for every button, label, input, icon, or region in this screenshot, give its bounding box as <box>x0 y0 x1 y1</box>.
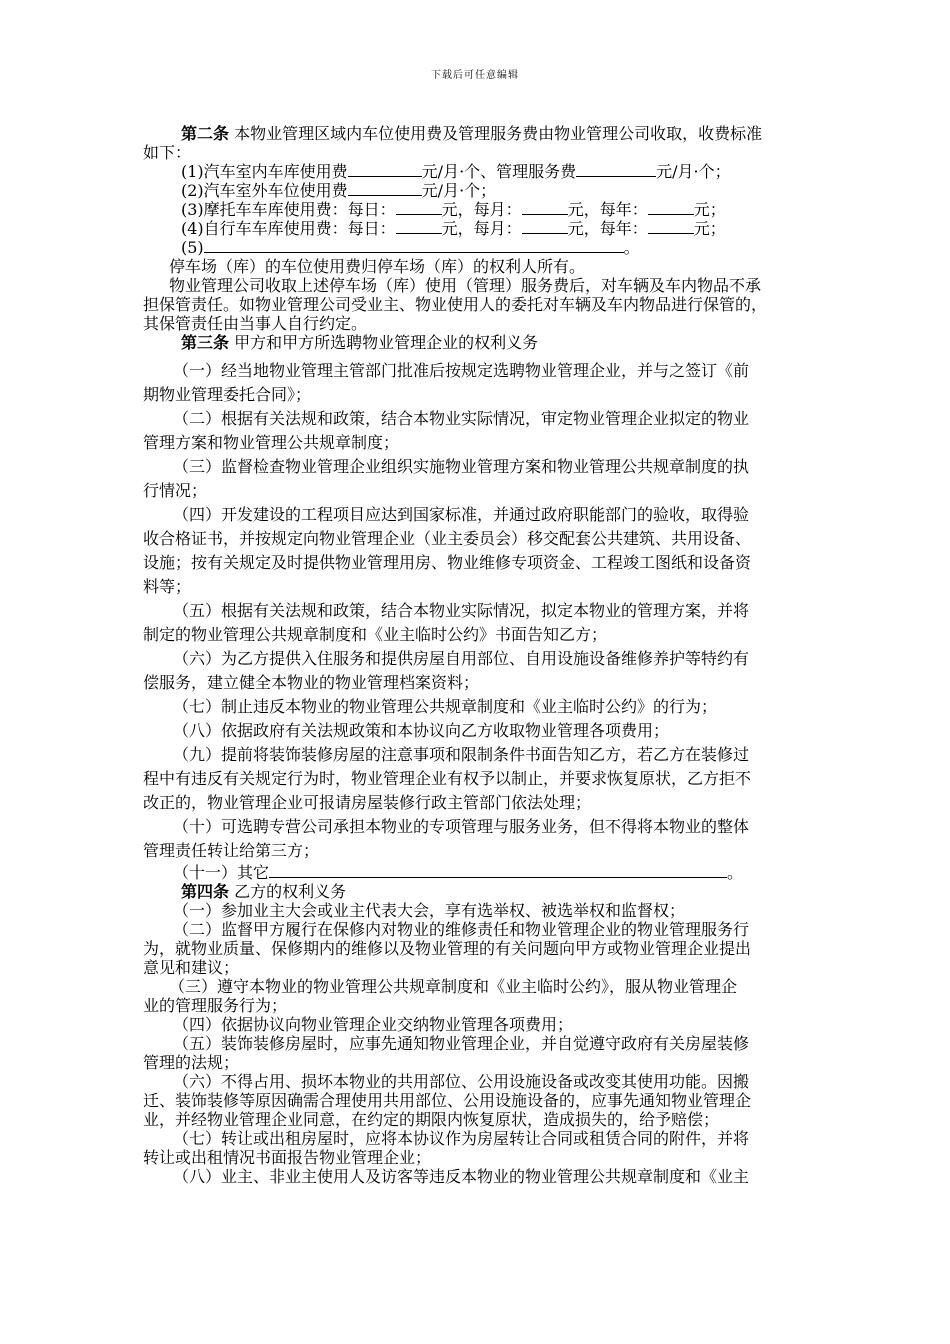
art3-line: 收合格证书，并按规定向物业管理企业（业主委员会）移交配套公共建筑、共用设备、 <box>143 529 752 548</box>
fee-line-4: (4)自行车车库使用费：每日： 元，每月： 元，每年： 元； <box>181 219 726 238</box>
art3-line: （七）制止违反本物业的物业管理公共规章制度和《业主临时公约》的行为； <box>173 697 718 716</box>
art4-line: （三）遵守本物业的物业管理公共规章制度和《业主临时公约》，服从物业管理企 <box>169 977 738 996</box>
article-4-heading: 乙方的权利义务 <box>229 882 347 901</box>
art4-line: （七）转让或出租房屋时，应将本协议作为房屋转让合同或租赁合同的附件，并将 <box>173 1129 750 1148</box>
art3-line: （二）根据有关法规和政策，结合本物业实际情况，审定物业管理企业拟定的物业 <box>173 409 750 428</box>
art3-line: 制定的物业管理公共规章制度和《业主临时公约》书面告知乙方； <box>143 625 608 644</box>
fee-blank[interactable] <box>396 219 442 234</box>
liability-para-3: 其保管责任由当事人自行约定。 <box>143 314 368 333</box>
art3-line: 行情况； <box>143 481 208 500</box>
fee-blank[interactable] <box>204 238 624 253</box>
fee-blank[interactable] <box>648 200 694 215</box>
fee-blank[interactable] <box>348 181 422 196</box>
art3-line: （一）经当地物业管理主管部门批准后按规定选聘物业管理企业，并与之签订《前 <box>173 361 750 380</box>
fee-blank[interactable] <box>522 200 568 215</box>
art3-line: 改正的，物业管理企业可报请房屋装修行政主管部门依法处理； <box>143 793 592 812</box>
art3-other-line: （十一）其它 。 <box>173 863 744 882</box>
document-body <box>143 124 903 1186</box>
art4-line: （八）业主、非业主使用人及访客等违反本物业的物业管理公共规章制度和《业主 <box>173 1167 750 1186</box>
fee-line-5: (5) 。 <box>181 238 640 257</box>
art3-line: 偿服务，建立健全本物业的物业管理档案资料； <box>143 673 480 692</box>
art4-line: 为，就物业质量、保修期内的维修以及物业管理的有关问题向甲方或物业管理企业提出 <box>143 939 752 958</box>
fee-line-3: (3)摩托车车库使用费：每日： 元，每月： 元，每年： 元； <box>181 200 726 219</box>
fee-blank[interactable] <box>648 219 694 234</box>
art3-line: 料等； <box>143 577 192 596</box>
art3-line: （十）可选聘专营公司承担本物业的专项管理与服务业务，但不得将本物业的整体 <box>173 817 750 836</box>
page-header: 下载后可任意编辑 <box>431 70 519 81</box>
article-2-title: 第二条 <box>181 124 230 143</box>
art4-line: 业，并经物业管理企业同意，在约定的期限内恢复原状，造成损失的，给予赔偿； <box>143 1110 720 1129</box>
art4-line: 意见和建议； <box>143 958 240 977</box>
art3-line: （五）根据有关法规和政策，结合本物业实际情况，拟定本物业的管理方案，并将 <box>173 601 750 620</box>
art4-line: 业的管理服务行为； <box>143 996 288 1015</box>
art3-line: 程中有违反有关规定行为时，物业管理企业有权予以制止，并要求恢复原状，乙方拒不 <box>143 769 752 788</box>
article-2-intro: 本物业管理区域内车位使用费及管理服务费由物业管理公司收取，收费标准 <box>229 124 763 143</box>
art3-line: （四）开发建设的工程项目应达到国家标准，并通过政府职能部门的验收，取得验 <box>173 505 750 524</box>
art4-line: （二）监督甲方履行在保修内对物业的维修责任和物业管理企业的物业管理服务行 <box>173 920 750 939</box>
fee-blank[interactable] <box>348 162 422 177</box>
article-2-intro-cont: 如下： <box>143 143 192 162</box>
fee-line-1: (1)汽车室内车库使用费 元/月·个、管理服务费 元/月·个； <box>181 162 731 181</box>
art4-line: 迁、装饰装修等原因确需合理使用共用部位、公用设施设备的，应事先通知物业管理企 <box>143 1091 752 1110</box>
art4-line: （六）不得占用、损坏本物业的共用部位、公用设施设备或改变其使用功能。因搬 <box>173 1072 750 1091</box>
article-3-title-line <box>143 333 903 352</box>
art4-line: 管理的法规； <box>143 1053 240 1072</box>
other-blank[interactable] <box>269 863 727 878</box>
art4-line: 转让或出租情况书面报告物业管理企业； <box>143 1148 432 1167</box>
article-2-title-line <box>143 124 903 143</box>
art3-line: 期物业管理委托合同》； <box>143 385 312 404</box>
article-3-heading: 甲方和甲方所选聘物业管理企业的权利义务 <box>229 333 539 352</box>
article-3-title: 第三条 <box>181 333 230 352</box>
art3-line: （六）为乙方提供入住服务和提供房屋自用部位、自用设施设备维修养护等特约有 <box>173 649 750 668</box>
art4-line: （一）参加业主大会或业主代表大会，享有选举权、被选举权和监督权； <box>173 901 686 920</box>
fee-blank[interactable] <box>396 200 442 215</box>
art4-line: （四）依据协议向物业管理企业交纳物业管理各项费用； <box>173 1015 574 1034</box>
art3-line: 设施；按有关规定及时提供物业管理用房、物业维修专项资金、工程竣工图纸和设备资 <box>143 553 752 572</box>
art3-line: （九）提前将装饰装修房屋的注意事项和限制条件书面告知乙方，若乙方在装修过 <box>173 745 750 764</box>
art3-line: （八）依据政府有关法规政策和本协议向乙方收取物业管理各项费用； <box>173 721 670 740</box>
fee-blank[interactable] <box>522 219 568 234</box>
article-4-title-line <box>143 882 903 901</box>
liability-para-2: 担保管责任。如物业管理公司受业主、物业使用人的委托对车辆及车内物品进行保管的， <box>143 295 768 314</box>
article-4-title: 第四条 <box>181 882 230 901</box>
fee-line-2: (2)汽车室外车位使用费 元/月·个； <box>181 181 497 200</box>
parking-owner-para: 停车场（库）的车位使用费归停车场（库）的权利人所有。 <box>169 257 586 276</box>
liability-para-1: 物业管理公司收取上述停车场（库）使用（管理）服务费后，对车辆及车内物品不承 <box>169 276 762 295</box>
art3-line: 管理责任转让给第三方； <box>143 841 320 860</box>
art4-line: （五）装饰装修房屋时，应事先通知物业管理企业，并自觉遵守政府有关房屋装修 <box>173 1034 750 1053</box>
art3-line: （三）监督检查物业管理企业组织实施物业管理方案和物业管理公共规章制度的执 <box>173 457 750 476</box>
fee-blank[interactable] <box>576 162 656 177</box>
art3-line: 管理方案和物业管理公共规章制度； <box>143 433 400 452</box>
